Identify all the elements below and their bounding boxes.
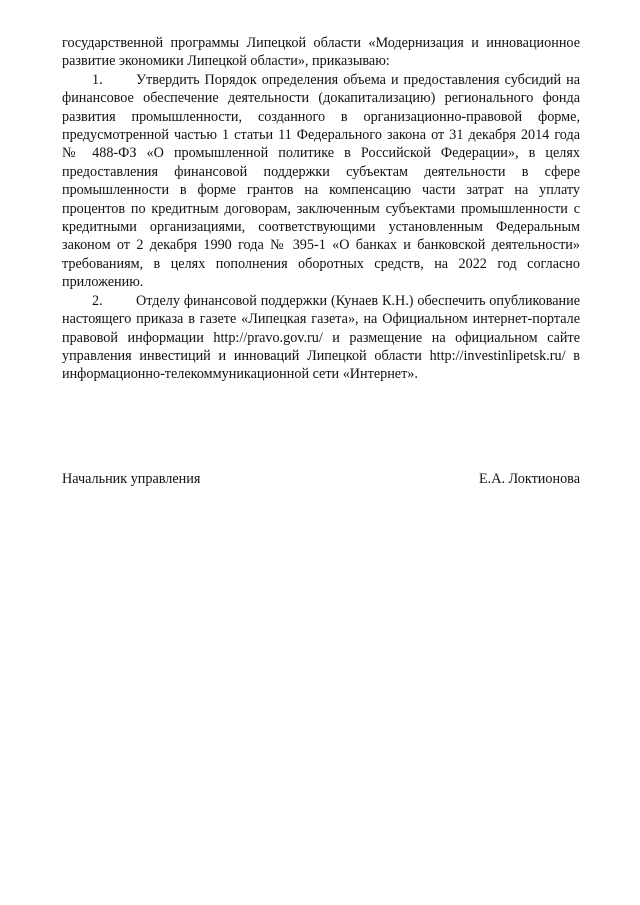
item-text: Утвердить Порядок определения объема и предоставления субсидий на финансовое обеспечение деятельности (докапитализацию) регионального фонда развития промышленности, созданного в организационно-правовой форме, предусмотренной частью 1 статьи 11 Федерального закона от 31 декабря 2014 года № 488-ФЗ «О промышленной политике в Российской Федерации», в целях предоставления финансовой поддержки субъектам деятельности в сфере промышленности в форме грантов на компенсацию части затрат на уплату процентов по кредитным договорам, заключенным субъектами промышленности с кредитными организациями, соответствующими установленным Федеральным законом от 2 декабря 1990 года № 395-1 «О банках и банковской деятельности» требованиям, в целях пополнения оборотных средств, на 2022 год согласно приложению. <box>62 71 580 291</box>
signer-position: Начальник управления <box>62 471 201 487</box>
signature-block <box>62 470 580 488</box>
order-item-1 <box>62 71 580 292</box>
item-number: 2. <box>92 292 103 309</box>
intro-paragraph: государственной программы Липецкой области «Модернизация и инновационное развитие экономики Липецкой области», приказываю: <box>62 35 580 70</box>
signer-name: Е.А. Локтионова <box>478 471 580 487</box>
item-number: 1. <box>92 71 103 88</box>
item-text: Отделу финансовой поддержки (Кунаев К.Н.) обеспечить опубликование настоящего приказа в газете «Липецкая газета», на Официальном интернет-портале правовой информации http://pravo.gov.ru/ и размещение на официальном сайте управления инвестиций и инноваций Липецкой области http://investinlipetsk.ru/ в информационно-телекоммуникационной сети «Интернет». <box>62 292 580 383</box>
document-body <box>62 34 580 384</box>
order-item-2 <box>62 292 580 384</box>
